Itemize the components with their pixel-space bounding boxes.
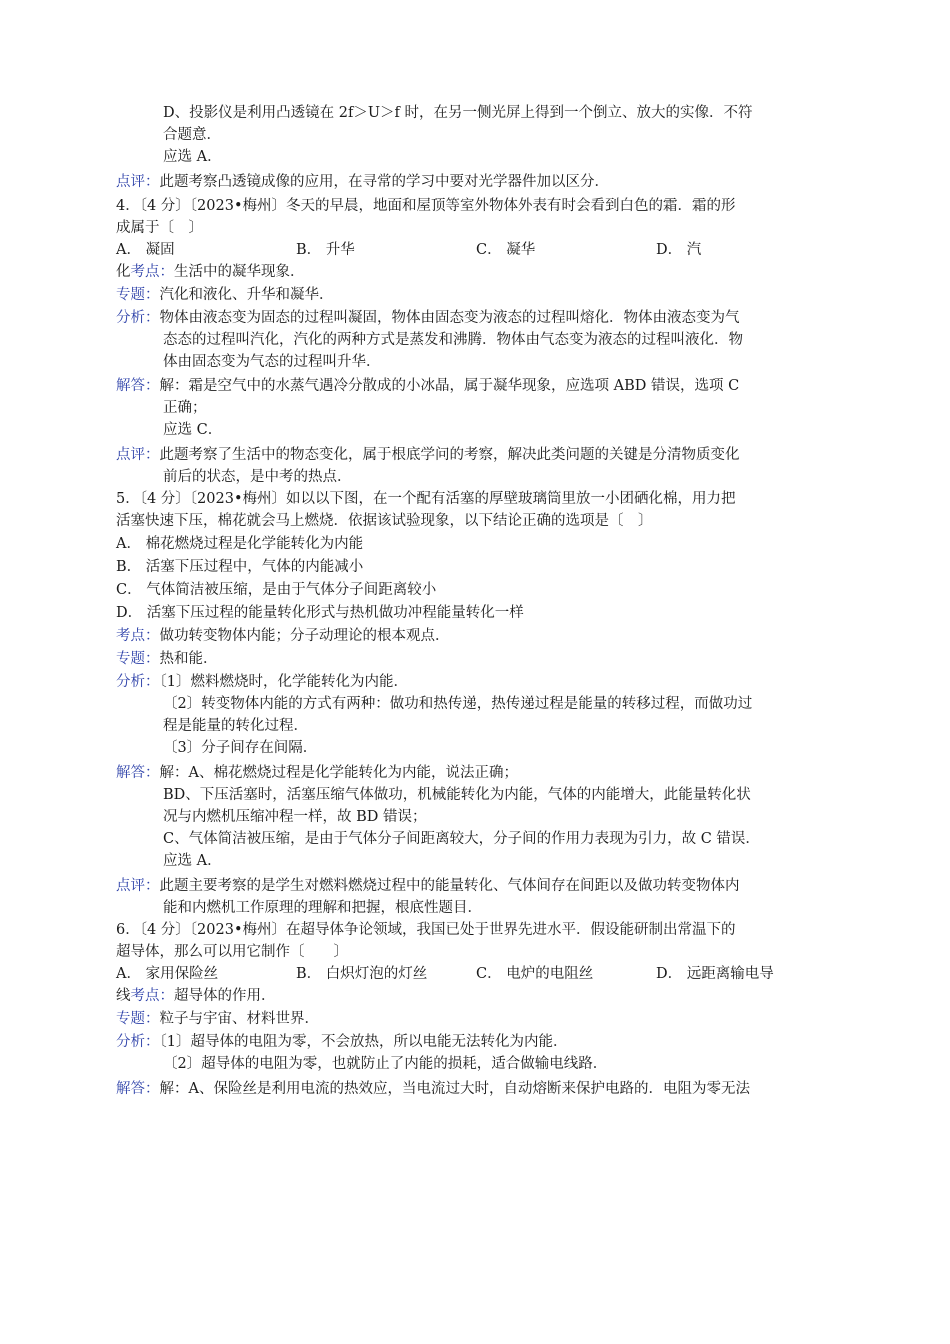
- q4-dianping-line: 前后的状态，是中考的热点．: [163, 469, 352, 485]
- q6-stem: 超导体，那么可以用它制作〔 〕: [116, 944, 348, 960]
- q6-option-c: C． 电炉的电阻丝: [476, 966, 594, 982]
- q5-dianping: [116, 875, 740, 897]
- q4-stem: 成属于〔 〕: [116, 220, 203, 236]
- dianping-text: 此题主要考察的是学生对燃料燃烧过程中的能量转化、气体间存在间距以及做功转变物体内: [159, 878, 740, 894]
- q5-fenxi: [116, 671, 408, 693]
- prev-comment: [116, 171, 609, 193]
- q5-fenxi-line: 〔2〕转变物体内能的方式有两种：做功和热传递，热传递过程是能量的转移过程，而做功过: [163, 696, 753, 712]
- comment-text: 此题考察凸透镜成像的应用，在寻常的学习中要对光学器件加以区分．: [159, 174, 609, 190]
- q5-jieda: [116, 762, 518, 784]
- q4-jieda-line: 正确；: [163, 400, 207, 416]
- q5-fenxi-line: 程是能量的转化过程．: [163, 718, 308, 734]
- zhuanti-text: 热和能．: [159, 651, 218, 667]
- kaodian-text: 超导体的作用．: [174, 988, 276, 1004]
- q6-zhuanti: [116, 1008, 319, 1030]
- q5-answer: 应选 A．: [163, 853, 222, 869]
- fenxi-label: 分析：: [116, 310, 160, 326]
- q5-jieda-line: C、气体简洁被压缩，是由于气体分子间距离较大，分子间的作用力表现为引力，故 C 错误．: [163, 831, 760, 847]
- q5-fenxi-line: 〔3〕分子间存在间隔．: [163, 740, 318, 756]
- q5-stem: 5．〔4 分〕〔2023•梅州〕如以以下图，在一个配有活塞的厚壁玻璃筒里放一小团硒化棉，用力把: [116, 491, 736, 507]
- fenxi-text: 〔1〕燃料燃烧时，化学能转化为内能．: [159, 674, 408, 690]
- kaodian-text: 生活中的凝华现象．: [174, 264, 305, 280]
- q4-fenxi: [116, 307, 740, 329]
- comment-label: 点评：: [116, 174, 160, 190]
- dianping-label: 点评：: [116, 878, 160, 894]
- q6-option-d: D． 远距离输电导: [656, 966, 774, 982]
- option-tail: 线: [116, 988, 131, 1004]
- q5-dianping-line: 能和内燃机工作原理的理解和把握，根底性题目．: [163, 900, 482, 916]
- q6-fenxi: [116, 1031, 567, 1053]
- dianping-label: 点评：: [116, 447, 160, 463]
- jieda-text: 解：A、棉花燃烧过程是化学能转化为内能，说法正确；: [159, 765, 518, 781]
- q5-jieda-line: 况与内燃机压缩冲程一样，故 BD 错误；: [163, 809, 427, 825]
- q5-zhuanti: [116, 648, 218, 670]
- kaodian-label: 考点：: [116, 628, 160, 644]
- q5-option-a: A． 棉花燃烧过程是化学能转化为内能: [116, 536, 364, 552]
- q6-option-a: A． 家用保险丝: [116, 966, 219, 982]
- q4-option-d: D． 汽: [656, 242, 702, 258]
- option-tail: 化: [116, 264, 131, 280]
- q4-stem: 4．〔4 分〕〔2023•梅州〕冬天的早晨，地面和屋顶等室外物体外表有时会看到白色的霜．霜的形: [116, 198, 736, 214]
- q4-fenxi-line: 态态的过程叫汽化，汽化的两种方式是蒸发和沸腾．物体由气态变为液态的过程叫液化．物: [163, 332, 743, 348]
- q4-fenxi-line: 体由固态变为气态的过程叫升华．: [163, 354, 381, 370]
- jieda-text: 解：A、保险丝是利用电流的热效应，当电流过大时，自动熔断来保护电路的．电阻为零无法: [159, 1081, 750, 1097]
- zhuanti-label: 专题：: [116, 287, 160, 303]
- q6-jieda: [116, 1078, 750, 1100]
- q5-stem: 活塞快速下压，棉花就会马上燃烧．依据该试验现象，以下结论正确的选项是〔 〕: [116, 513, 653, 529]
- q6-stem: 6．〔4 分〕〔2023•梅州〕在超导体争论领域，我国已处于世界先进水平．假设能研制出常温下的: [116, 922, 736, 938]
- zhuanti-text: 汽化和液化、升华和凝华．: [159, 287, 334, 303]
- q6-kaodian: [116, 985, 276, 1007]
- kaodian-label: 考点：: [130, 988, 174, 1004]
- q4-kaodian: [116, 261, 305, 283]
- q4-jieda: [116, 375, 739, 397]
- zhuanti-label: 专题：: [116, 1011, 160, 1027]
- q5-jieda-line: BD、下压活塞时，活塞压缩气体做功，机械能转化为内能，气体的内能增大，此能量转化状: [163, 787, 751, 803]
- q4-answer: 应选 C．: [163, 422, 223, 438]
- q5-kaodian: [116, 625, 450, 647]
- q4-dianping: [116, 444, 740, 466]
- q5-option-d: D． 活塞下压过程的能量转化形式与热机做功冲程能量转化一样: [116, 605, 524, 621]
- kaodian-text: 做功转变物体内能；分子动理论的根本观点．: [159, 628, 450, 644]
- jieda-text: 解：霜是空气中的水蒸气遇冷分散成的小冰晶，属于凝华现象，应选项 ABD 错误，选项 C: [159, 378, 740, 394]
- jieda-label: 解答：: [116, 765, 160, 781]
- q4-option-a: A． 凝固: [116, 242, 175, 258]
- jieda-label: 解答：: [116, 1081, 160, 1097]
- dianping-text: 此题考察了生活中的物态变化，属于根底学问的考察，解决此类问题的关键是分清物质变化: [159, 447, 740, 463]
- zhuanti-label: 专题：: [116, 651, 160, 667]
- fenxi-label: 分析：: [116, 1034, 160, 1050]
- q4-option-b: B． 升华: [296, 242, 355, 258]
- zhuanti-text: 粒子与宇宙、材料世界．: [159, 1011, 319, 1027]
- q4-option-c: C． 凝华: [476, 242, 536, 258]
- prev-answer: 应选 A．: [163, 149, 222, 165]
- kaodian-label: 考点：: [130, 264, 174, 280]
- q5-option-c: C． 气体简洁被压缩，是由于气体分子间距离较小: [116, 582, 437, 598]
- fenxi-text: 物体由液态变为固态的过程叫凝固，物体由固态变为液态的过程叫熔化．物体由液态变为气: [159, 310, 740, 326]
- fenxi-label: 分析：: [116, 674, 160, 690]
- jieda-label: 解答：: [116, 378, 160, 394]
- prev-analysis-line: 合题意．: [163, 127, 221, 143]
- prev-analysis-line: D、投影仪是利用凸透镜在 2f＞U＞f 时，在另一侧光屏上得到一个倒立、放大的实像．不符: [163, 105, 753, 121]
- q4-zhuanti: [116, 284, 334, 306]
- q6-fenxi-line: 〔2〕超导体的电阻为零，也就防止了内能的损耗，适合做输电线路．: [163, 1056, 608, 1072]
- q6-option-b: B． 白炽灯泡的灯丝: [296, 966, 428, 982]
- q5-option-b: B． 活塞下压过程中，气体的内能减小: [116, 559, 364, 575]
- fenxi-text: 〔1〕超导体的电阻为零，不会放热，所以电能无法转化为内能．: [159, 1034, 568, 1050]
